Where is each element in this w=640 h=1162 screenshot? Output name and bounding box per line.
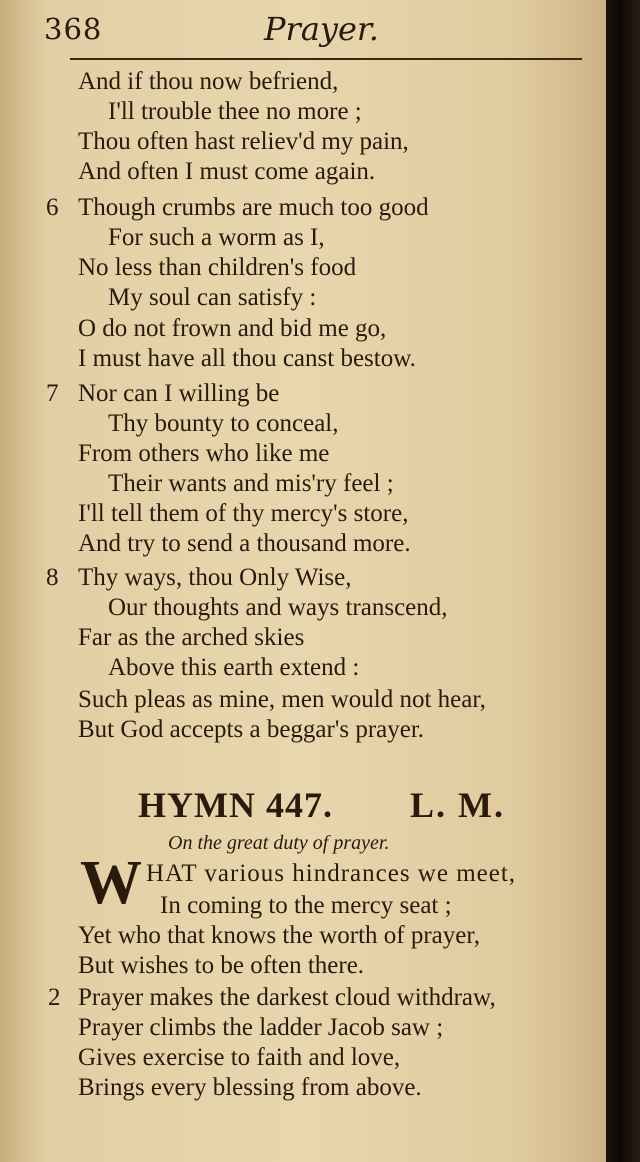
book-gutter bbox=[606, 0, 640, 1162]
continuation-line: And if thou now befriend, bbox=[78, 68, 339, 95]
hymn-heading: HYMN 447. bbox=[138, 785, 333, 825]
verse-line: Yet who that knows the worth of prayer, bbox=[78, 922, 480, 949]
verse-line: Gives exercise to faith and love, bbox=[78, 1044, 401, 1071]
hymn-meter: L. M. bbox=[410, 785, 505, 825]
verse-line: From others who like me bbox=[78, 440, 330, 467]
verse-line: And try to send a thousand more. bbox=[78, 530, 411, 557]
page-header bbox=[0, 10, 606, 50]
verse-line: Prayer makes the darkest cloud withdraw, bbox=[78, 984, 496, 1011]
verse-line: Thy ways, thou Only Wise, bbox=[78, 564, 352, 591]
verse-line: Prayer climbs the ladder Jacob saw ; bbox=[78, 1014, 444, 1041]
verse-line: O do not frown and bid me go, bbox=[78, 315, 387, 342]
verse-line: Brings every blessing from above. bbox=[78, 1074, 422, 1101]
verse-line: Our thoughts and ways transcend, bbox=[108, 594, 448, 621]
verse-line: In coming to the mercy seat ; bbox=[160, 892, 452, 919]
verse-line: My soul can satisfy : bbox=[108, 284, 317, 311]
verse-line: I must have all thou canst bestow. bbox=[78, 345, 416, 372]
verse-line: Nor can I willing be bbox=[78, 380, 280, 407]
verse-number: 6 bbox=[46, 194, 59, 221]
continuation-line: I'll trouble thee no more ; bbox=[108, 98, 362, 125]
verse-line: Above this earth extend : bbox=[108, 654, 360, 681]
verse-line: Thy bounty to conceal, bbox=[108, 410, 339, 437]
continuation-line: Thou often hast reliev'd my pain, bbox=[78, 128, 409, 155]
verse-line: But wishes to be often there. bbox=[78, 952, 365, 979]
verse-number: 8 bbox=[46, 564, 59, 591]
verse-line: HAT various hindrances we meet, bbox=[146, 860, 517, 887]
verse-line: But God accepts a beggar's prayer. bbox=[78, 716, 425, 743]
verse-line: Far as the arched skies bbox=[78, 624, 305, 651]
drop-cap: W bbox=[80, 849, 142, 917]
verse-number: 2 bbox=[48, 984, 61, 1011]
verse-line: Their wants and mis'ry feel ; bbox=[108, 470, 394, 497]
verse-line: Such pleas as mine, men would not hear, bbox=[78, 686, 486, 713]
verse-line: For such a worm as I, bbox=[108, 224, 325, 251]
page-number: 368 bbox=[44, 12, 103, 46]
verse-line: No less than children's food bbox=[78, 254, 357, 281]
header-rule bbox=[70, 58, 582, 60]
running-title: Prayer. bbox=[264, 10, 379, 48]
verse-line: Though crumbs are much too good bbox=[78, 194, 429, 221]
continuation-line: And often I must come again. bbox=[78, 158, 376, 185]
verse-line: I'll tell them of thy mercy's store, bbox=[78, 500, 409, 527]
hymn-subtitle: On the great duty of prayer. bbox=[168, 832, 390, 854]
verse-number: 7 bbox=[46, 380, 59, 407]
